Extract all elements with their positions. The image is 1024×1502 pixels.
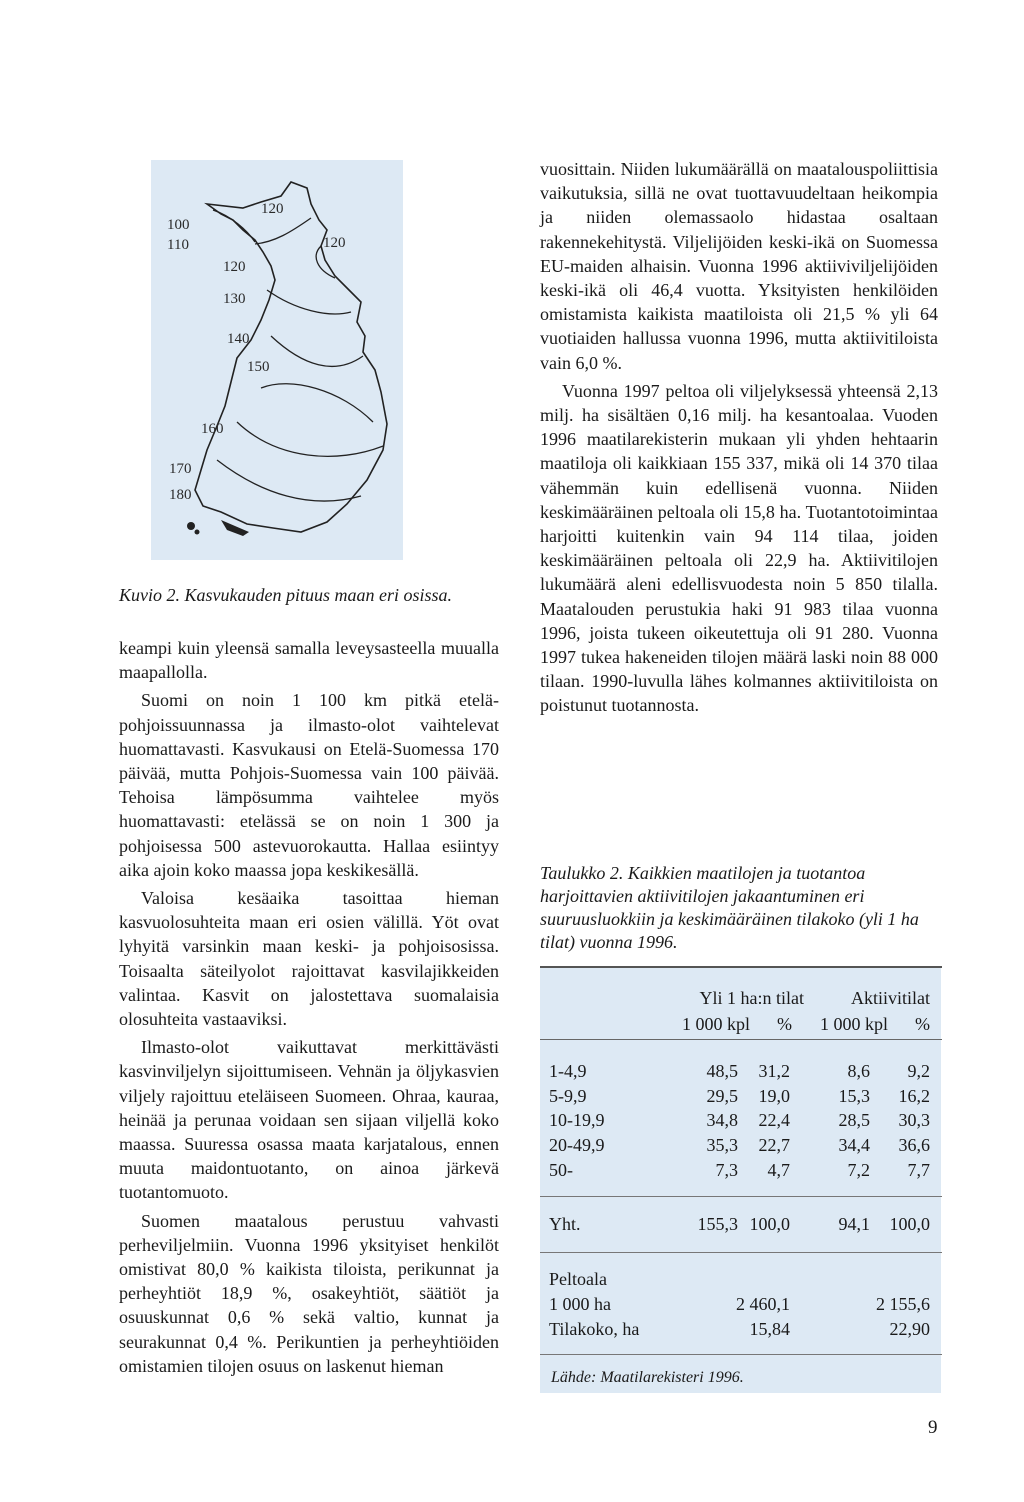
table-top-rule <box>540 966 942 968</box>
table-caption: Taulukko 2. Kaikkien maatilojen ja tuotantoa harjoittavien aktiivitilojen jakaantuminen eri suuruusluokkiin ja keskimääräinen tilakoko (yli 1 ha tilat) vuonna 1996. <box>540 863 919 952</box>
contour-line-120-north <box>255 218 311 244</box>
table-group-header-active-farms: Aktiivitilat <box>851 988 930 1008</box>
contour-label-160: 160 <box>201 421 224 437</box>
left-column <box>119 636 499 1382</box>
table-cell: 22,4 <box>758 1110 790 1130</box>
left-paragraph: Suomen maatalous perustuu vahvasti perheviljelmiin. Vuonna 1996 yksityiset henkilöt omistivat 80,0 % kaikista tiloista, perikunnat ja perheyhtiöt 18,9 %, osakeyhtiöt, säätiöt ja osuuskunnat 0,6 % sekä valtio, kunnat ja seurakunnat 0,4 %. Perikuntien ja perheyhtiöiden omistamien tilojen osuus on laskenut hieman <box>119 1210 499 1376</box>
contour-label-100: 100 <box>167 217 190 233</box>
table-cell-size-class: 50- <box>549 1160 573 1180</box>
contour-line-130 <box>267 290 351 314</box>
contour-line-150 <box>261 384 373 422</box>
table-cell: 22,7 <box>758 1135 790 1155</box>
table-cell: 22,90 <box>889 1319 930 1339</box>
table-cell: 28,5 <box>838 1110 870 1130</box>
table-farm-size-label: Tilakoko, ha <box>549 1319 640 1339</box>
table-cell: 35,3 <box>706 1135 738 1155</box>
table-cell: 8,6 <box>847 1061 870 1081</box>
finland-outline <box>195 182 387 532</box>
table-cell: 36,6 <box>898 1135 930 1155</box>
contour-label-140: 140 <box>227 331 250 347</box>
table-field-area-label: 1 000 ha <box>549 1294 611 1314</box>
left-paragraph: Suomi on noin 1 100 km pitkä etelä-pohjoissuunnassa ja ilmasto-olot vaihtelevat huomattavasti. Kasvukausi on Etelä-Suomessa 170 päivää, mutta Pohjois-Suomessa vain 100 päivää. Tehoisa lämpösumma vaihtelee myös huomattavasti: etelässä se on noin 1 300 ja pohjoisessa 500 astevuorokautta. Hallaa esiintyy aika ajoin koko maassa jopa keskikesällä. <box>119 690 499 880</box>
table-rule-before-source <box>540 1354 942 1355</box>
table-cell: 7,7 <box>907 1160 930 1180</box>
right-column <box>540 157 938 722</box>
right-paragraph: Vuonna 1997 peltoa oli viljelyksessä yhteensä 2,13 milj. ha sisältäen 0,16 milj. ha kesantoalaa. Vuoden 1996 maatilarekisterin mukaan yli yhden hehtaarin maatiloja oli kaikkiaan 155 337, mikä oli 14 370 tilaa vähemmän kuin edellisenä vuonna. Niiden keskimääräinen peltoala oli 15,8 ha. Tuotantotoimintaa harjoitti kuitenkin vain 94 114 tilaa, joiden keskimääräinen peltoala oli 22,9 ha. Aktiivitilojen lukumäärä aleni edellisvuodesta noin 5 850 tilalla. Maatalouden perustukia haki 91 983 tilaa vuonna 1996, joista tukeen oikeutettuja oli 91 280. Vuonna 1997 tukea hakeneiden tilojen määrä laski noin 88 000 tilaan. 1990-luvulla lähes kolmannes aktiivitiloista on poistunut tuotannosta. <box>540 380 938 716</box>
table-cell: 34,8 <box>706 1110 738 1130</box>
table-cell: 94,1 <box>838 1214 870 1234</box>
page-number: 9 <box>928 1417 938 1438</box>
table-cell: 19,0 <box>758 1086 790 1106</box>
table-cell: 34,4 <box>838 1135 870 1155</box>
table-cell: 31,2 <box>758 1061 790 1081</box>
table-rule-before-total <box>540 1196 942 1197</box>
contour-line-110 <box>213 210 255 242</box>
table-rule-before-field-area <box>540 1252 942 1253</box>
contour-label-120-west: 120 <box>223 259 246 275</box>
contour-label-180: 180 <box>169 487 192 503</box>
table-cell-size-class: 1-4,9 <box>549 1061 587 1081</box>
table-cell: 15,84 <box>749 1319 790 1339</box>
table-total-label: Yht. <box>549 1214 581 1234</box>
table-cell: 100,0 <box>749 1214 790 1234</box>
table-cell: 155,3 <box>697 1214 738 1234</box>
contour-label-170: 170 <box>169 461 192 477</box>
figure-caption: Kuvio 2. Kasvukauden pituus maan eri osissa. <box>119 585 452 605</box>
left-paragraph: Ilmasto-olot vaikuttavat merkittävästi kasvinviljelyn sijoittumiseen. Vehnän ja öljykasvien viljely rajoittuu eteläiseen Suomeen. Ohraa, kauraa, heinää ja perunaa voidaan sen sijaan viljellä koko maassa. Suuressa osassa maata karjatalous, ennen muuta maidontuotanto, on ainoa järkevä tuotantomuoto. <box>119 1037 499 1203</box>
table-cell: 48,5 <box>706 1061 738 1081</box>
table-peltoala-label: Peltoala <box>549 1269 607 1289</box>
table-cell: 9,2 <box>907 1061 930 1081</box>
contour-label-110: 110 <box>167 237 189 253</box>
contour-label-130: 130 <box>223 291 246 307</box>
aland-islands <box>187 522 195 530</box>
contour-line-140 <box>271 336 363 366</box>
table-cell: 30,3 <box>898 1110 930 1130</box>
table-cell-size-class: 10-19,9 <box>549 1110 605 1130</box>
contour-label-120-north: 120 <box>261 201 284 217</box>
finland-map-figure <box>151 160 403 560</box>
table-group-header-all-farms: Yli 1 ha:n tilat <box>699 988 804 1008</box>
table-cell: 2 155,6 <box>876 1294 930 1314</box>
table-cell: 100,0 <box>889 1214 930 1234</box>
table-unit-header-1: 1 000 kpl <box>681 1014 750 1034</box>
left-paragraph: keampi kuin yleensä samalla leveysasteella muualla maapallolla. <box>119 638 499 683</box>
table-cell-size-class: 20-49,9 <box>549 1135 605 1155</box>
table-cell: 7,2 <box>847 1160 870 1180</box>
table-unit-header-2: 1 000 kpl <box>819 1014 888 1034</box>
table-cell: 7,3 <box>715 1160 738 1180</box>
table-cell: 4,7 <box>767 1160 790 1180</box>
contour-line-160 <box>237 422 383 456</box>
table-cell: 15,3 <box>838 1086 870 1106</box>
table-cell: 16,2 <box>898 1086 930 1106</box>
table-source: Lähde: Maatilarekisteri 1996. <box>551 1369 744 1386</box>
table-cell: 2 460,1 <box>736 1294 790 1314</box>
table-cell-size-class: 5-9,9 <box>549 1086 587 1106</box>
right-paragraph: vuosittain. Niiden lukumäärällä on maatalouspoliittisia vaikutuksia, sillä ne ovat tuottavuudeltaan heikompia ja niiden olemassaolo hidastaa osaltaan rakennekehitystä. Viljelijöiden keski-ikä on Suomessa EU-maiden alhaisin. Vuonna 1996 aktiiviviljelijöiden keski-ikä oli 46,4 vuotta. Yksityisten henkilöiden omistamista kaikista maatiloista oli 21,5 % yli 64 vuotiaiden hallussa vuonna 1996, mutta aktiivitiloista vain 6,0 %. <box>540 159 938 373</box>
contour-label-150: 150 <box>247 359 270 375</box>
table-header-rule <box>540 1039 942 1040</box>
contour-line-170 <box>217 460 361 501</box>
left-paragraph: Valoisa kesäaika tasoittaa hieman kasvuolosuhteita maan eri osien välillä. Yöt ovat lyhyitä varsinkin maan keski- ja pohjoisosissa. Toisaalta säteilyolot rajoittavat kasvilajikkeiden valintaa. Kasvit on jalostettava suomalaisia olosuhteita vastaaviksi. <box>119 888 499 1030</box>
contour-label-120-east: 120 <box>323 235 346 251</box>
table-pct-header-1: % <box>777 1014 792 1034</box>
table-pct-header-2: % <box>915 1014 930 1034</box>
table-cell: 29,5 <box>706 1086 738 1106</box>
